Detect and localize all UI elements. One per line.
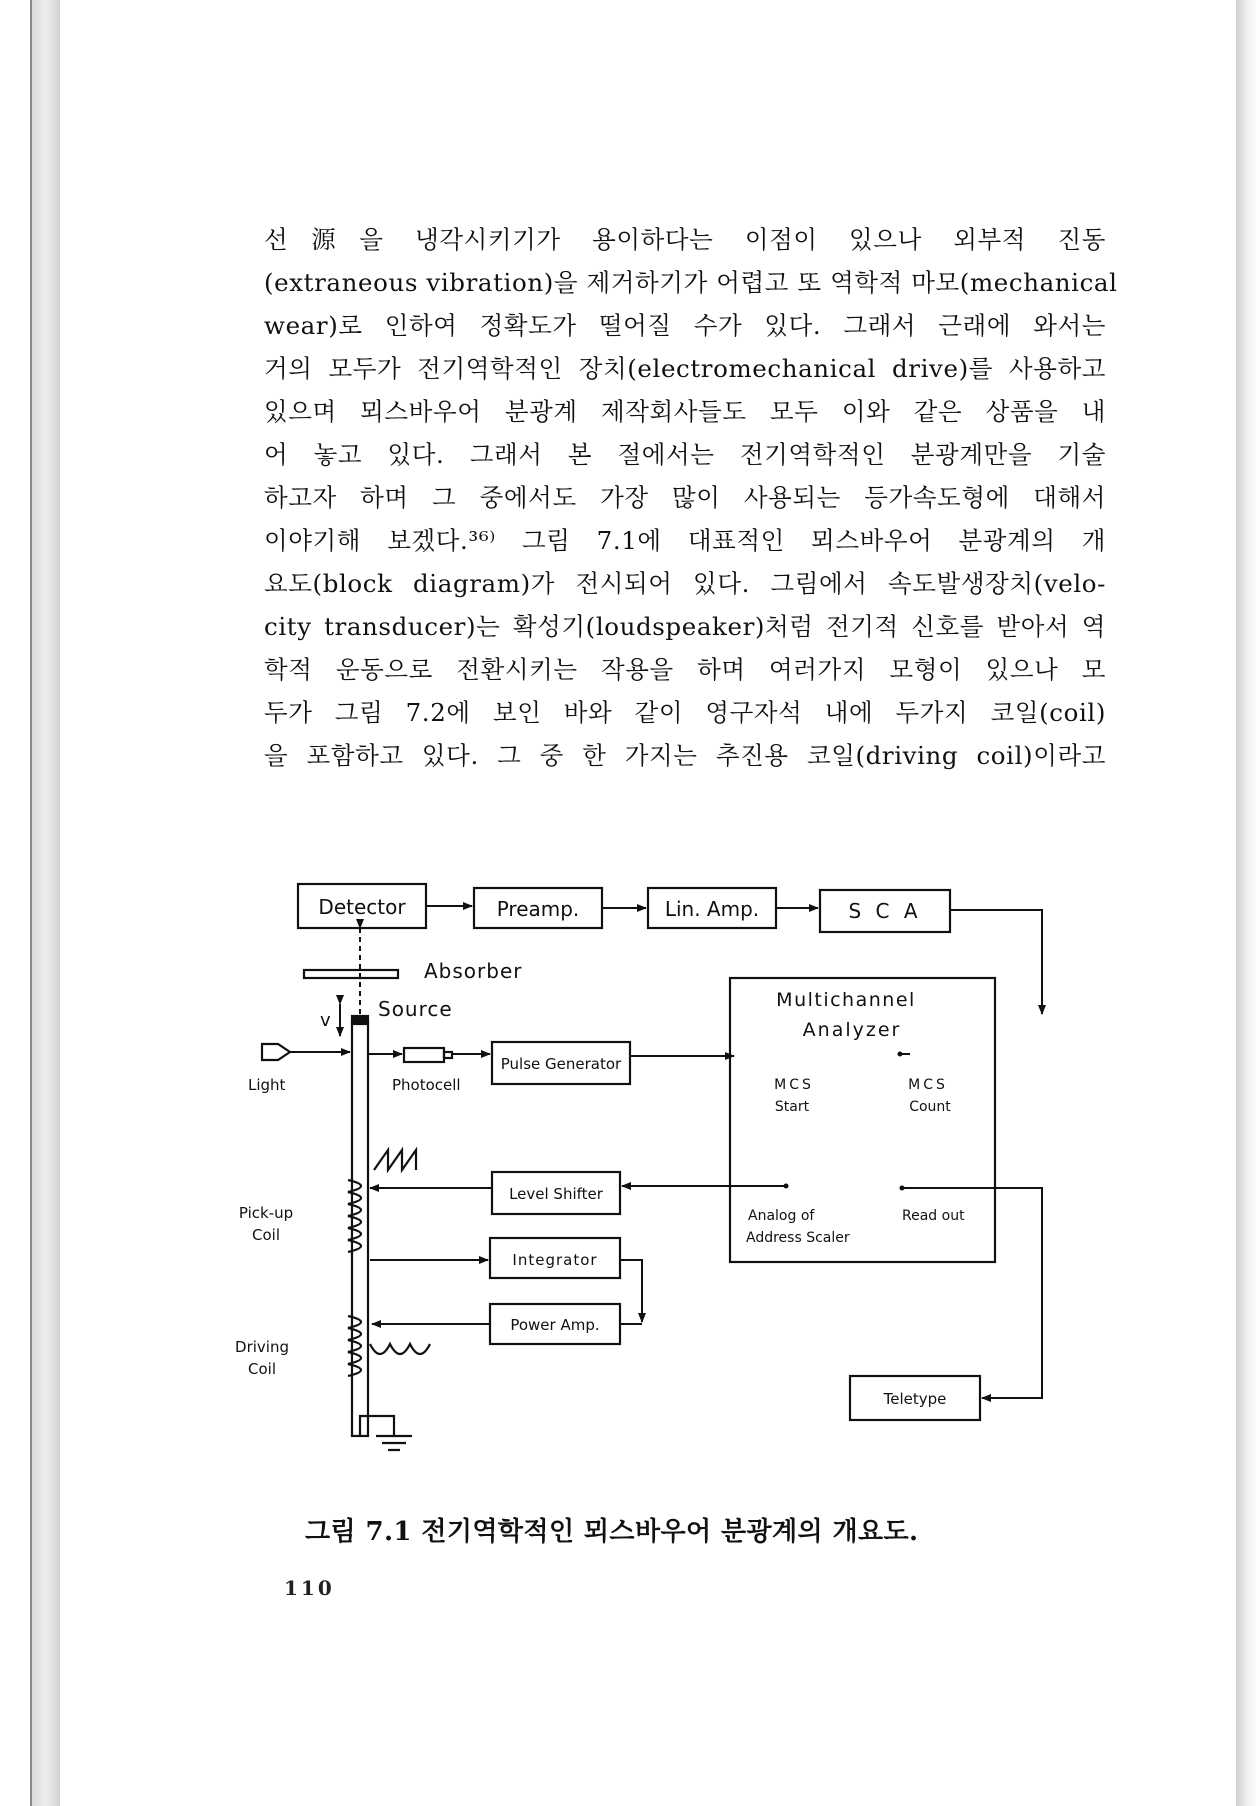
absorber-label: Absorber [424,959,523,983]
teletype-label: Teletype [883,1390,947,1408]
sawtooth-waveform-icon [374,1150,416,1170]
pickup-coil-icon [348,1180,361,1252]
connector-integrator-poweramp [620,1260,642,1322]
text-line: 학적 운동으로 전환시키는 작용을 하며 여러가지 모형이 있으나 모 [264,655,1106,684]
triangle-waveform-icon [370,1344,430,1354]
driving-coil-label-1: Driving [235,1338,289,1356]
mcs-start-label-2: Start [774,1099,810,1115]
text-line: 선源을 냉각시키기가 용이하다는 이점이 있으나 외부적 진동 [264,225,1106,254]
text-line: city transducer)는 확성기(loudspeaker)처럼 전기적 신호를 받아서 역 [264,612,1106,641]
lin-amp-label: Lin. Amp. [664,897,760,921]
text-line: 어 놓고 있다. 그래서 본 절에서는 전기역학적인 분광계만을 기술 [264,440,1106,469]
mcs-start-label-1: MCS [774,1077,814,1093]
velocity-label: v [320,1010,331,1031]
spectrometer-block-diagram [235,868,1112,1460]
ground-symbol-icon [376,1436,412,1450]
analyzer-title-2: Analyzer [802,1019,902,1041]
photocell-label: Photocell [392,1076,461,1094]
text-line: 을 포함하고 있다. 그 중 한 가지는 추진용 코일(driving coil)이라고 [264,741,1106,770]
diagram-svg [235,868,1112,1460]
driving-coil-label-2: Coil [248,1360,276,1378]
level-shifter-label: Level Shifter [509,1185,603,1203]
address-terminal-dot [784,1184,789,1189]
text-line: 하고자 하며 그 중에서도 가장 많이 사용되는 등가속도형에 대해서 [264,483,1106,512]
mcs-count-terminal-dot [898,1052,903,1057]
text-line: 거의 모두가 전기역학적인 장치(electromechanical drive)를 사용하고 [264,354,1106,383]
analog-label-2: Address Scaler [746,1230,850,1246]
analog-label-1: Analog of [748,1208,815,1224]
sca-label: S C A [848,899,922,923]
analyzer-title-1: Multichannel [776,989,916,1011]
page-edge-shadow [1236,0,1260,1806]
photocell-icon [404,1048,444,1062]
driving-coil-icon [348,1316,361,1376]
text-line: (extraneous vibration)을 제거하기가 어렵고 또 역학적 마모(mechanical [264,268,1118,297]
text-line: 두가 그림 7.2에 보인 바와 같이 영구자석 내에 두가지 코일(coil) [264,698,1106,727]
text-line: 있으며 뫼스바우어 분광계 제작회사들도 모두 이와 같은 상품을 내 [264,397,1106,426]
ground-wire [360,1416,394,1436]
figure-caption: 그림 7.1 전기역학적인 뫼스바우어 분광계의 개요도. [305,1517,919,1547]
preamp-label: Preamp. [496,897,580,921]
pickup-coil-label-2: Coil [252,1226,280,1244]
page-number: 110 [284,1576,335,1600]
pickup-coil-label-1: Pick-up [238,1204,294,1222]
mcs-count-label-1: MCS [908,1077,948,1093]
mcs-count-label-2: Count [909,1099,951,1115]
source-label: Source [378,997,453,1021]
text-line: 요도(block diagram)가 전시되어 있다. 그림에서 속도발생장치(velo- [264,569,1106,598]
pulse-generator-label: Pulse Generator [500,1055,622,1073]
power-amp-label: Power Amp. [510,1316,600,1334]
book-spine [30,0,62,1806]
text-line: wear)로 인하여 정확도가 떨어질 수가 있다. 그래서 근래에 와서는 [264,311,1106,340]
photocell-lens [444,1052,452,1058]
readout-terminal-dot [900,1186,905,1191]
detector-label: Detector [318,895,406,919]
integrator-label: Integrator [512,1251,598,1269]
light-label: Light [248,1076,286,1094]
text-line: 이야기해 보겠다.³⁶⁾ 그림 7.1에 대표적인 뫼스바우어 분광계의 개 [264,526,1106,555]
read-out-label: Read out [902,1208,965,1224]
source-pellet [352,1016,368,1024]
light-source-icon [262,1044,290,1060]
absorber-plate [304,970,398,978]
